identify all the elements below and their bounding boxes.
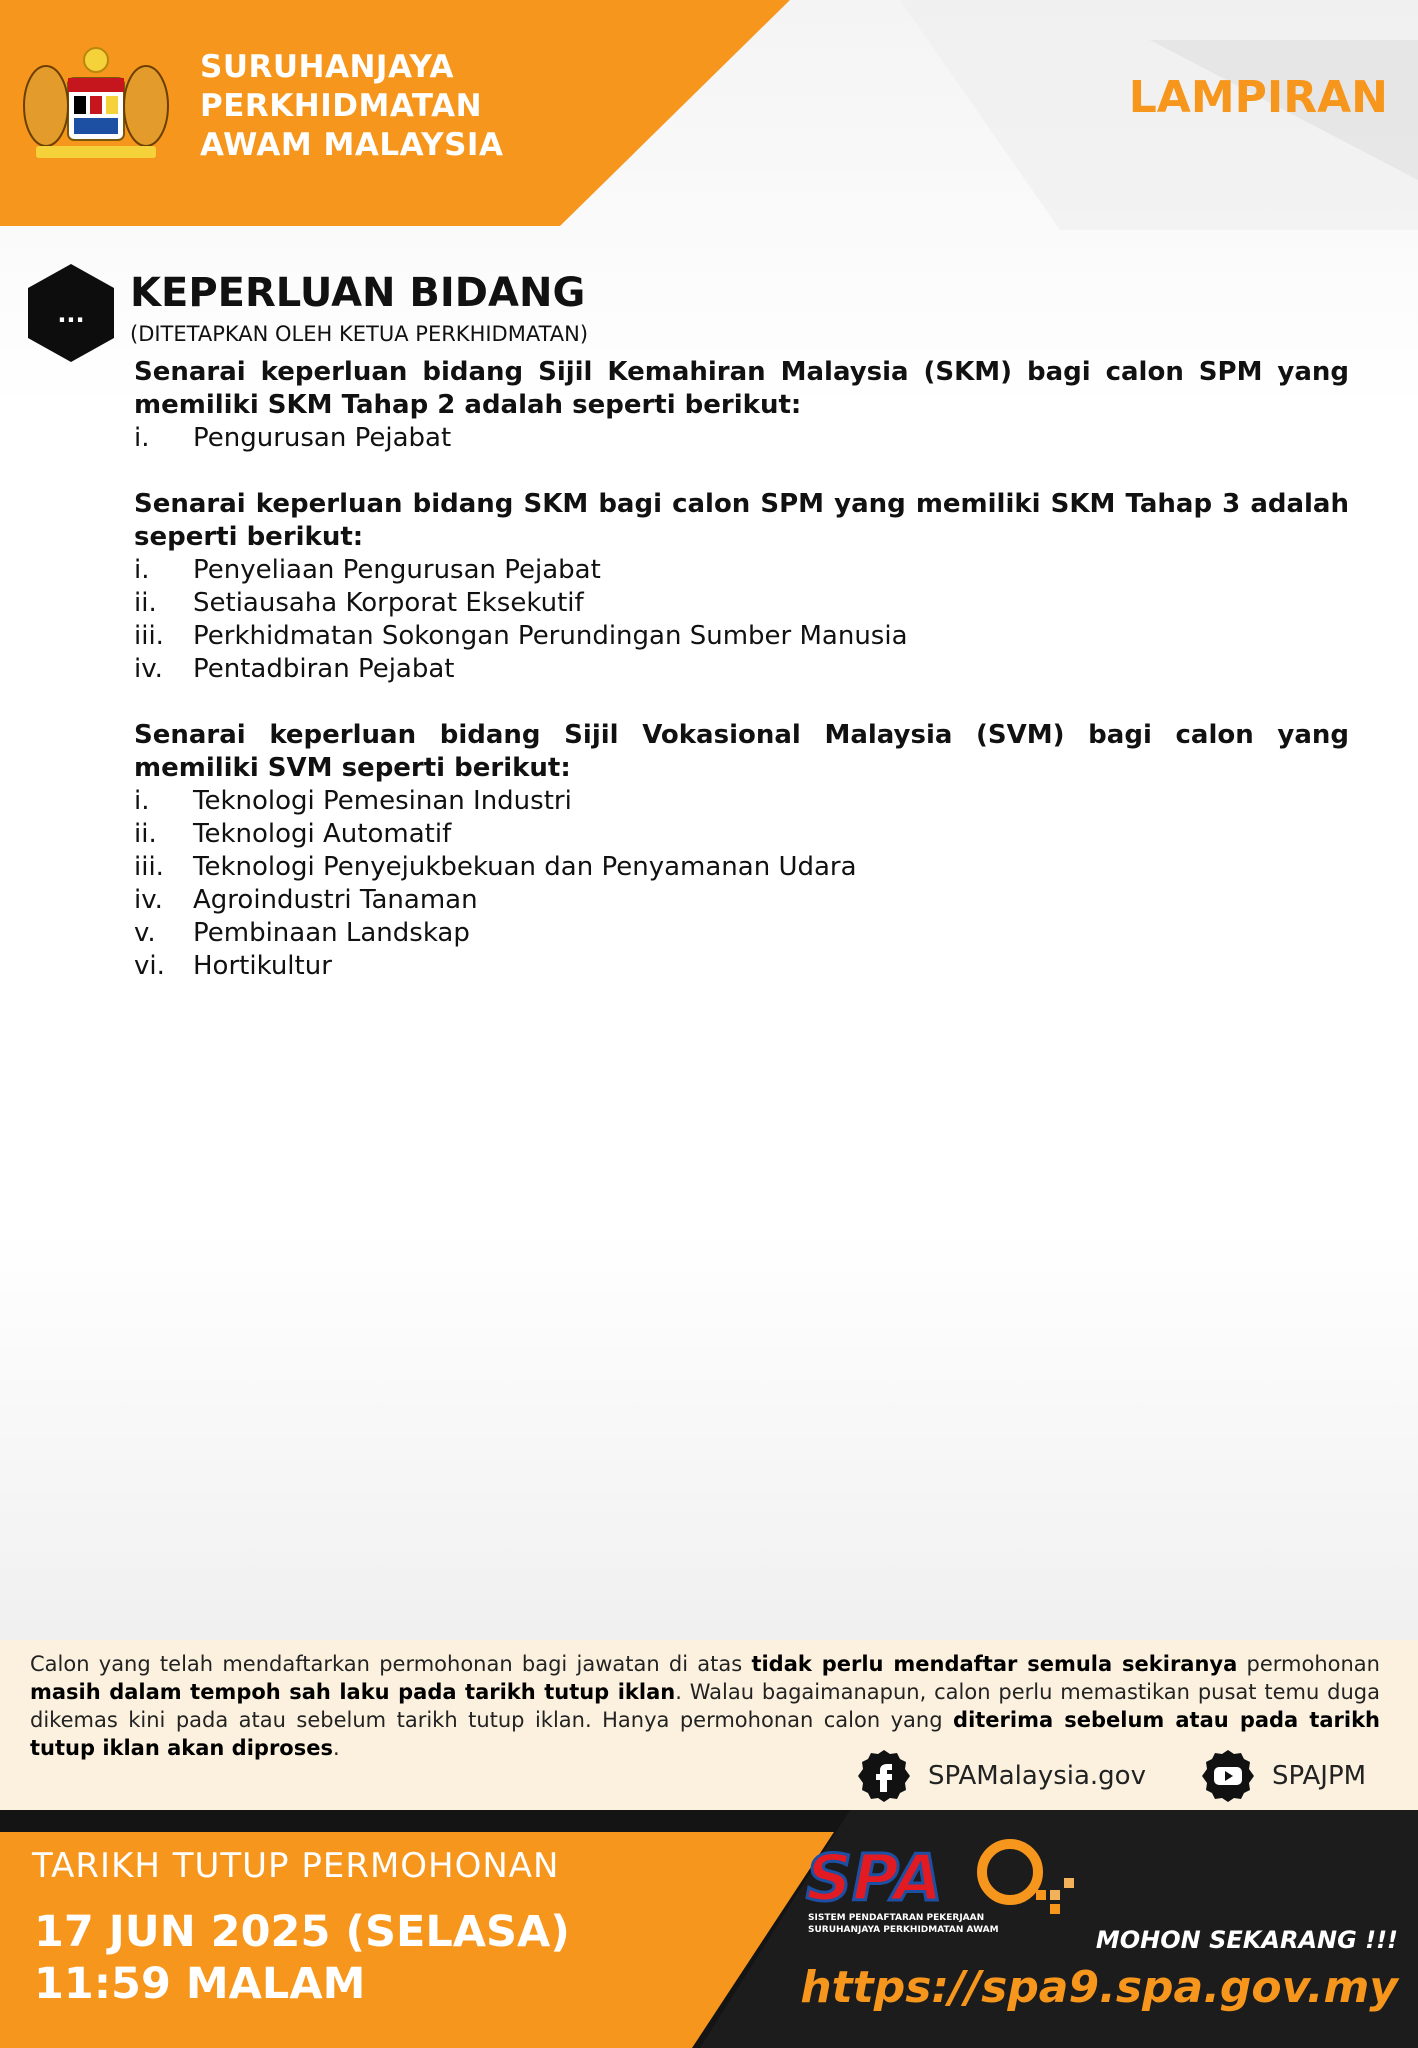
youtube-icon	[1200, 1748, 1256, 1804]
group-1-list	[134, 422, 1349, 455]
spa-logo-subtext-2: SURUHANJAYA PERKHIDMATAN AWAM	[808, 1925, 999, 1935]
facebook-icon	[856, 1748, 912, 1804]
list-item	[134, 785, 1349, 818]
youtube-label: SPAJPM	[1272, 1761, 1367, 1791]
list-item-number: i.	[134, 555, 150, 585]
notice-part: Calon yang telah mendaftarkan permohonan bagi jawatan di atas	[30, 1652, 752, 1676]
list-item-number: iv.	[134, 885, 163, 915]
notice-part: .	[332, 1736, 340, 1760]
hexagon-badge-text: ...	[57, 300, 85, 328]
list-item	[134, 554, 1349, 587]
list-item-number: i.	[134, 423, 150, 453]
list-item-number: v.	[134, 918, 156, 948]
spa-logo-subtext-1: SISTEM PENDAFTARAN PEKERJAAN	[808, 1913, 985, 1923]
hexagon-badge-icon	[28, 264, 114, 362]
group-3-intro: Senarai keperluan bidang Sijil Vokasional Malaysia (SVM) bagi calon yang memiliki SVM seperti berikut:	[134, 720, 1349, 783]
list-item	[134, 422, 1349, 455]
application-url-link[interactable]: https://spa9.spa.gov.my	[800, 1962, 1398, 2013]
lampiran-tag: LAMPIRAN	[1128, 72, 1388, 123]
list-item-number: i.	[134, 786, 150, 816]
list-item-number: vi.	[134, 951, 165, 981]
group-3-list	[134, 785, 1349, 983]
deadline-time: 11:59 MALAM	[34, 1959, 366, 2009]
agency-name-line-2: PERKHIDMATAN	[200, 88, 483, 124]
list-item-number: iii.	[134, 621, 164, 651]
agency-name-line-3: AWAM MALAYSIA	[200, 127, 504, 163]
list-item-number: iii.	[134, 852, 164, 882]
list-item	[134, 851, 1349, 884]
spa9-logo	[800, 1838, 1100, 1938]
list-item	[134, 950, 1349, 983]
list-item-text: Setiausaha Korporat Eksekutif	[193, 588, 584, 618]
group-2-list	[134, 554, 1349, 686]
notice-emphasis: diterima sebelum atau pada tarikh tutup iklan akan diproses	[30, 1708, 1380, 1760]
apply-now-text: MOHON SEKARANG !!!	[1095, 1926, 1398, 1954]
list-item-text: Teknologi Penyejukbekuan dan Penyamanan Udara	[193, 852, 857, 882]
list-item-text: Pentadbiran Pejabat	[193, 654, 455, 684]
notice-part: . Walau bagaimanapun, calon perlu memastikan pusat temu duga dikemas kini pada atau sebelum tarikh tutup iklan. Hanya permohonan calon yang	[30, 1680, 1380, 1732]
list-item-text: Penyeliaan Pengurusan Pejabat	[193, 555, 601, 585]
section-subtitle: (DITETAPKAN OLEH KETUA PERKHIDMATAN)	[130, 322, 589, 346]
notice-part: permohonan	[1237, 1652, 1380, 1676]
list-item-text: Teknologi Automatif	[193, 819, 452, 849]
list-item-text: Teknologi Pemesinan Industri	[193, 786, 572, 816]
list-item-number: iv.	[134, 654, 163, 684]
youtube-link[interactable]	[1200, 1748, 1366, 1804]
list-item	[134, 917, 1349, 950]
list-item-text: Perkhidmatan Sokongan Perundingan Sumber Manusia	[193, 621, 908, 651]
group-2-intro: Senarai keperluan bidang SKM bagi calon SPM yang memiliki SKM Tahap 3 adalah seperti berikut:	[134, 489, 1349, 552]
spa-logo-text: SPA	[806, 1842, 943, 1916]
deadline-datetime	[34, 1906, 570, 2010]
notice-emphasis: masih dalam tempoh sah laku pada tarikh tutup iklan	[30, 1680, 676, 1704]
list-item-text: Pembinaan Landskap	[193, 918, 470, 948]
list-item-number: ii.	[134, 588, 157, 618]
notice-text	[30, 1650, 1380, 1762]
requirements-content	[134, 356, 1349, 983]
section-title: KEPERLUAN BIDANG	[130, 270, 586, 316]
list-item	[134, 884, 1349, 917]
deadline-label: TARIKH TUTUP PERMOHONAN	[32, 1846, 560, 1886]
list-item-text: Pengurusan Pejabat	[193, 423, 452, 453]
list-item-text: Hortikultur	[193, 951, 332, 981]
malaysia-crest-logo	[16, 44, 176, 164]
notice-emphasis: tidak perlu mendaftar semula sekiranya	[751, 1652, 1238, 1676]
facebook-label: SPAMalaysia.gov	[928, 1761, 1146, 1791]
list-item-text: Agroindustri Tanaman	[193, 885, 478, 915]
agency-name-line-1: SURUHANJAYA	[200, 49, 454, 85]
agency-name	[200, 48, 503, 165]
list-item	[134, 653, 1349, 686]
deadline-date: 17 JUN 2025 (SELASA)	[34, 1907, 570, 1957]
list-item	[134, 620, 1349, 653]
facebook-link[interactable]	[856, 1748, 1146, 1804]
list-item	[134, 587, 1349, 620]
group-1-intro: Senarai keperluan bidang Sijil Kemahiran Malaysia (SKM) bagi calon SPM yang memiliki SKM Tahap 2 adalah seperti berikut:	[134, 357, 1349, 420]
list-item	[134, 818, 1349, 851]
list-item-number: ii.	[134, 819, 157, 849]
